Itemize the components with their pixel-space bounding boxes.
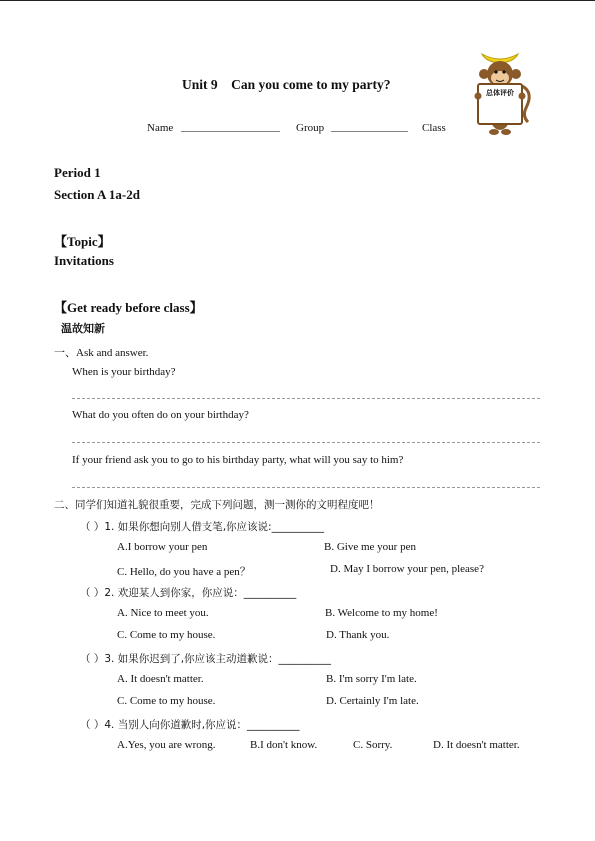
answer-line[interactable] bbox=[72, 487, 540, 488]
review-label: 温故知新 bbox=[61, 322, 105, 335]
mc-option[interactable]: A. Nice to meet you. bbox=[117, 607, 209, 619]
mc-option[interactable]: D. It doesn't matter. bbox=[433, 739, 520, 751]
mc-option[interactable]: A.I borrow your pen bbox=[117, 541, 208, 553]
mc-option[interactable]: B. I'm sorry I'm late. bbox=[326, 673, 417, 685]
mc-option[interactable]: C. Hello, do you have a pen？ bbox=[117, 566, 251, 578]
group-label: Group bbox=[296, 122, 325, 134]
mc-option[interactable]: A. It doesn't matter. bbox=[117, 673, 204, 685]
answer-line[interactable] bbox=[72, 442, 540, 443]
mc-question: （ ）2. 欢迎某人到你家，你应说：__________ bbox=[80, 587, 297, 599]
question-text: What do you often do on your birthday? bbox=[72, 409, 249, 421]
topic-text: Invitations bbox=[54, 253, 114, 268]
part1-heading: 一、Ask and answer. bbox=[54, 347, 149, 359]
mc-question: （ ）4. 当别人向你道歉时,你应说：__________ bbox=[80, 719, 300, 731]
mc-option[interactable]: C. Come to my house. bbox=[117, 695, 216, 707]
mc-question: （ ）1. 如果你想向别人借支笔,你应该说:__________ bbox=[80, 521, 325, 533]
period-label: Period 1 bbox=[54, 165, 101, 180]
topic-heading: 【Topic】 bbox=[54, 234, 111, 249]
class-label: Class bbox=[422, 122, 446, 134]
monkey-evaluation-badge bbox=[468, 46, 532, 138]
part2-heading: 二、同学们知道礼貌很重要，完成下列问题，测一测你的文明程度吧！ bbox=[54, 499, 380, 511]
answer-line[interactable] bbox=[72, 398, 540, 399]
mc-option[interactable]: D. Thank you. bbox=[326, 629, 390, 641]
mc-option[interactable]: D. Certainly I'm late. bbox=[326, 695, 419, 707]
mc-option[interactable]: C. Sorry. bbox=[353, 739, 393, 751]
question-text: When is your birthday? bbox=[72, 366, 176, 378]
mc-option[interactable]: B. Welcome to my home! bbox=[325, 607, 438, 619]
mc-question: （ ）3. 如果你迟到了,你应该主动道歉说：__________ bbox=[80, 653, 332, 665]
mc-option[interactable]: C. Come to my house. bbox=[117, 629, 216, 641]
section-label: Section A 1a-2d bbox=[54, 187, 140, 202]
badge-text: 总体评价 bbox=[486, 89, 514, 97]
mc-option[interactable]: B. Give me your pen bbox=[324, 541, 416, 553]
page-title: Unit 9 Can you come to my party? bbox=[182, 77, 391, 92]
page-top-border bbox=[0, 0, 595, 1]
mc-option[interactable]: B.I don't know. bbox=[250, 739, 318, 751]
mc-option[interactable]: A.Yes, you are wrong. bbox=[117, 739, 216, 751]
name-blank[interactable]: __________________ bbox=[181, 121, 280, 133]
name-label: Name bbox=[147, 122, 174, 134]
mc-option[interactable]: D. May I borrow your pen, please? bbox=[330, 563, 484, 575]
question-text: If your friend ask you to go to his birthday party, what will you say to him? bbox=[72, 454, 404, 466]
ready-heading: 【Get ready before class】 bbox=[54, 300, 203, 315]
group-blank[interactable]: ______________ bbox=[331, 121, 408, 133]
